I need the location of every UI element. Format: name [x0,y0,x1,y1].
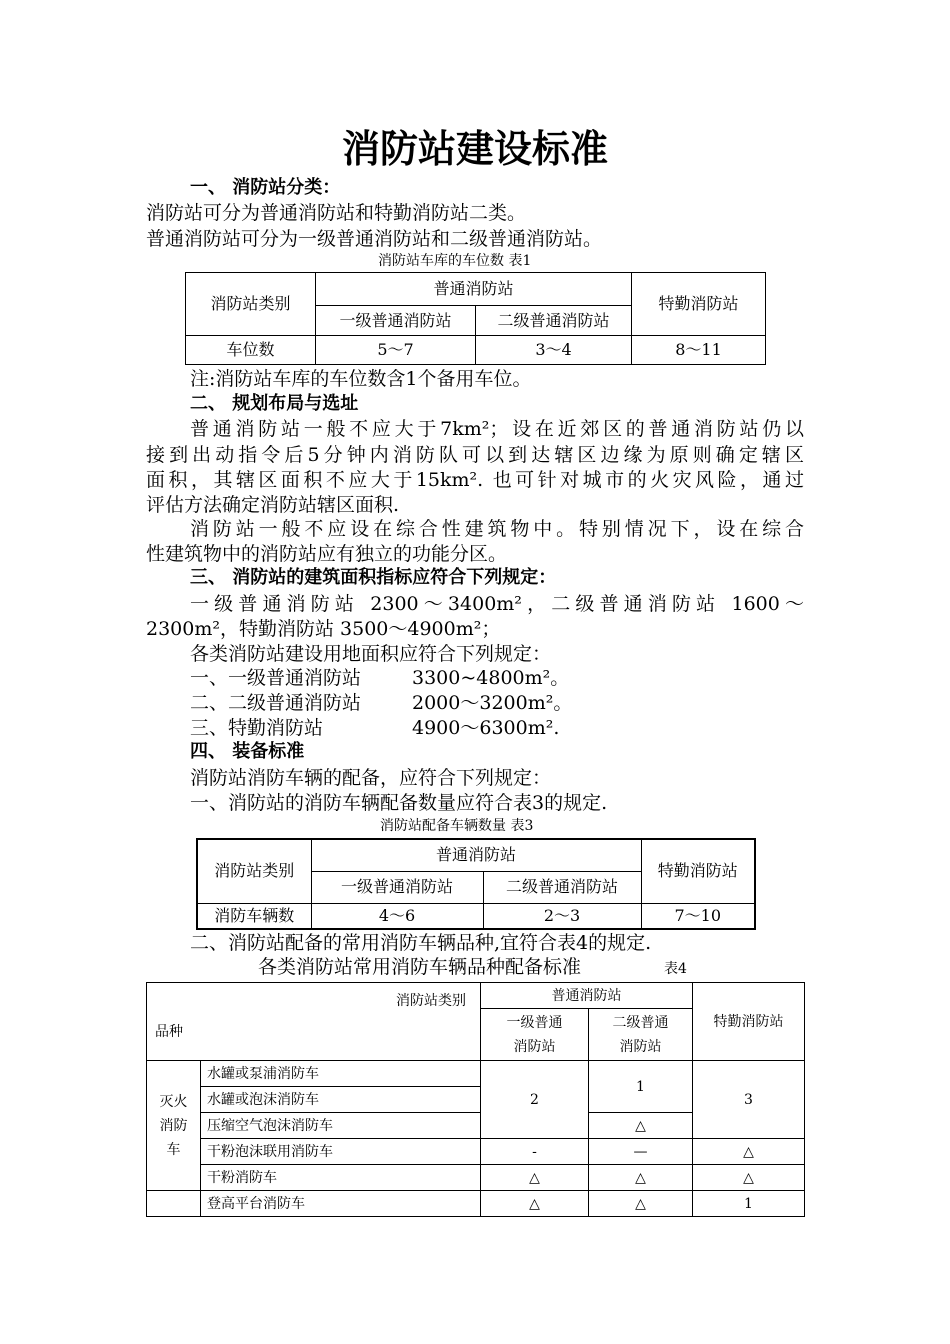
section-2-para-1-line-3: 面积，其辖区面积不应大于15km². 也可针对城市的火灾风险，通过 [146,469,804,491]
table-4-row-3-level2: △ [589,1113,693,1139]
table-1-cell-level2: 3～4 [476,336,632,365]
land-area-item-2-label: 二、二级普通消防站 [190,692,362,714]
section-4-para-1: 消防站消防车辆的配备，应符合下列规定： [190,767,552,789]
section-1-para-2: 普通消防站可分为一级普通消防站和二级普通消防站。 [146,228,603,250]
land-area-item-2-value: 2000～3200m²。 [412,692,573,714]
land-area-item-3-label: 三、特勤消防站 [190,717,324,739]
table-4-caption: 各类消防站常用消防车辆品种配备标准 [258,956,582,978]
section-2-para-2-line-2: 性建筑物中的消防站应有独立的功能分区。 [146,543,508,565]
table-4-header-level2-line-1: 二级普通 [612,1014,669,1031]
table-4-header-level1-line-1: 一级普通 [506,1014,563,1031]
table-4-row-6-level1: △ [481,1191,589,1217]
table-3 [196,838,756,930]
table-4-row-5-level2: △ [589,1165,693,1191]
table-4 [146,982,805,1217]
table-1-cell-level1: 5～7 [316,336,476,365]
section-4-heading: 四、 装备标准 [190,741,305,762]
page-title: 消防站建设标准 [341,126,608,171]
table-4-row-4-level2: — [589,1139,693,1165]
table-3-caption: 消防站配备车辆数量 表3 [380,818,534,834]
table-4-corner-header [147,983,481,1061]
table-4-header-level1 [481,1009,589,1061]
table-4-row-1-name: 水罐或泵浦消防车 [201,1061,481,1087]
section-2-para-2-line-1: 消防站一般不应设在综合性建筑物中。特别情况下，设在综合 [190,518,804,540]
table-3-header-level2: 二级普通消防站 [483,871,641,903]
table-4-corner-station-type: 消防站类别 [396,993,466,1009]
section-4-para-2: 一、消防站的消防车辆配备数量应符合表3的规定. [190,792,608,814]
section-2-heading: 二、 规划布局与选址 [190,393,359,414]
table-4-header-level1-line-2: 消防站 [513,1038,556,1055]
table-4-group-label [147,1061,201,1191]
table-4-group-label-line-2: 消防 [159,1117,188,1134]
table-4-row-4-level1: - [481,1139,589,1165]
table-4-row-2-name: 水罐或泡沫消防车 [201,1087,481,1113]
table-1-header-type: 消防站类别 [186,273,316,336]
table-4-cell-level1-merged: 2 [481,1061,589,1139]
table-1-cell-special: 8～11 [632,336,766,365]
table-4-row-5-level1: △ [481,1165,589,1191]
table-3-header-normal: 普通消防站 [311,839,641,871]
table-1 [185,272,766,365]
section-1-heading: 一、 消防站分类： [190,177,341,198]
table-4-row-6-level2: △ [589,1191,693,1217]
table-4-row-4-special: △ [693,1139,805,1165]
table-3-cell-level2: 2～3 [483,903,641,929]
table-4-row-6-group [147,1191,201,1217]
table-1-header-level2: 二级普通消防站 [476,306,632,336]
table-4-row-5-special: △ [693,1165,805,1191]
table-4-header-special: 特勤消防站 [693,983,805,1061]
table-4-header-level2-line-2: 消防站 [619,1038,662,1055]
table-4-group-label-line-1: 灭火 [159,1093,188,1110]
table-1-caption: 消防站车库的车位数 表1 [378,253,532,269]
table-4-row-4-name: 干粉泡沫联用消防车 [201,1139,481,1165]
table-4-header-level2 [589,1009,693,1061]
table-4-row-6-special: 1 [693,1191,805,1217]
section-1-para-1: 消防站可分为普通消防站和特勤消防站二类。 [146,202,527,224]
table-3-header-special: 特勤消防站 [641,839,755,903]
table-3-cell-special: 7～10 [641,903,755,929]
section-2-para-1-line-1: 普通消防站一般不应大于7km²；设在近郊区的普通消防站仍以 [190,418,804,440]
table-3-header-level1: 一级普通消防站 [311,871,483,903]
land-area-item-1-label: 一、一级普通消防站 [190,667,362,689]
land-area-item-3-value: 4900～6300m². [412,717,560,739]
table-4-row-3-name: 压缩空气泡沫消防车 [201,1113,481,1139]
section-2-para-1-line-4: 评估方法确定消防站辖区面积. [146,494,400,516]
table-4-corner-variety: 品种 [155,1024,183,1040]
section-3-para-2: 各类消防站建设用地面积应符合下列规定： [190,643,552,665]
table-1-note: 注:消防站车库的车位数含1个备用车位。 [190,368,532,390]
table-1-header-level1: 一级普通消防站 [316,306,476,336]
table-4-cell-level2-merged: 1 [589,1061,693,1113]
table-3-cell-level1: 4～6 [311,903,483,929]
table-4-row-6-name: 登高平台消防车 [201,1191,481,1217]
table-4-cell-special-merged: 3 [693,1061,805,1139]
section-3-heading: 三、 消防站的建筑面积指标应符合下列规定： [190,567,557,588]
section-3-para-1-line-1: 一级普通消防站 2300～3400m²，二级普通消防站 1600～ [190,593,804,615]
section-2-para-1-line-2: 接到出动指令后5分钟内消防队可以到达辖区边缘为原则确定辖区 [146,444,804,466]
table-1-header-normal: 普通消防站 [316,273,632,306]
table-1-row-label: 车位数 [186,336,316,365]
table-4-row-5-name: 干粉消防车 [201,1165,481,1191]
section-3-para-1-line-2: 2300m²，特勤消防站 3500～4900m²； [146,618,501,640]
table-4-group-label-line-3: 车 [166,1141,181,1158]
land-area-item-1-value: 3300~4800m²。 [412,667,570,689]
table-3-row-label: 消防车辆数 [197,903,311,929]
table-1-header-special: 特勤消防站 [632,273,766,336]
table-3-header-type: 消防站类别 [197,839,311,903]
section-4-para-3: 二、消防站配备的常用消防车辆品种,宜符合表4的规定. [190,932,652,954]
table-4-header-normal: 普通消防站 [481,983,693,1009]
table-4-caption-number: 表4 [664,961,687,977]
